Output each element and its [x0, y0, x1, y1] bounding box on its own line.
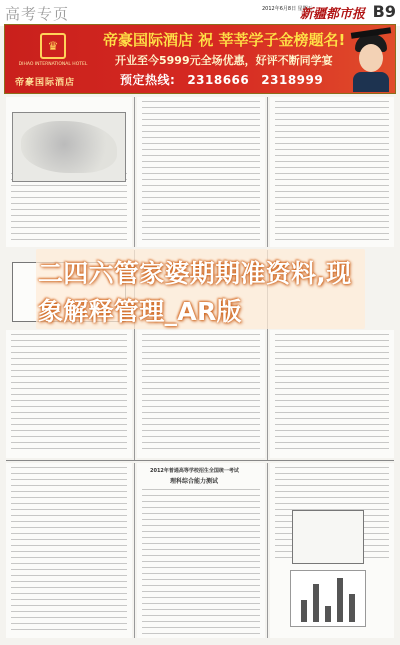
column-upper-middle: [137, 97, 265, 247]
exam-subtitle: 理科综合能力测试: [170, 478, 219, 485]
column-lower-left: [6, 463, 132, 638]
top-bar: [0, 0, 400, 26]
site-watermark: 高考专页: [5, 5, 70, 23]
column-mid-middle: [137, 330, 265, 458]
hotline-label: 预定热线:: [120, 73, 176, 87]
graduate-photo: [349, 28, 393, 92]
column-upper-right: [270, 97, 394, 247]
map-figure: [12, 112, 126, 182]
figure-diagram: [292, 510, 364, 564]
column-mid-left: [6, 330, 132, 458]
issue-info: 2012年6月8日 星期五: [262, 6, 313, 12]
figure-bar-chart: [290, 570, 366, 627]
phone-2: 2318999: [261, 73, 324, 87]
phone-1: 2318666: [187, 73, 250, 87]
ad-offer-line: 开业至今5999元全场优惠，好评不断同学宴: [115, 54, 333, 67]
overlay-title: 二四六管家婆期期准资料,现象解释管理_AR版: [38, 259, 352, 326]
crown-icon: ♛: [40, 33, 66, 59]
hotel-advertisement[interactable]: [4, 24, 396, 94]
paper-name: 新疆都市报: [300, 7, 366, 22]
exam-title: 2012年普通高等学校招生全国统一考试: [150, 468, 239, 474]
column-mid-right: [270, 330, 394, 458]
ad-hotline: [120, 71, 323, 88]
page-code: B9: [372, 2, 396, 21]
hotel-name: 帝豪国际酒店: [15, 78, 76, 88]
hotel-logo-text: DIHAO INTERNATIONAL HOTEL: [18, 62, 88, 67]
column-lower-middle: [137, 463, 265, 638]
ad-slogan: 帝豪国际酒店 祝 莘莘学子金榜题名!: [103, 31, 346, 49]
